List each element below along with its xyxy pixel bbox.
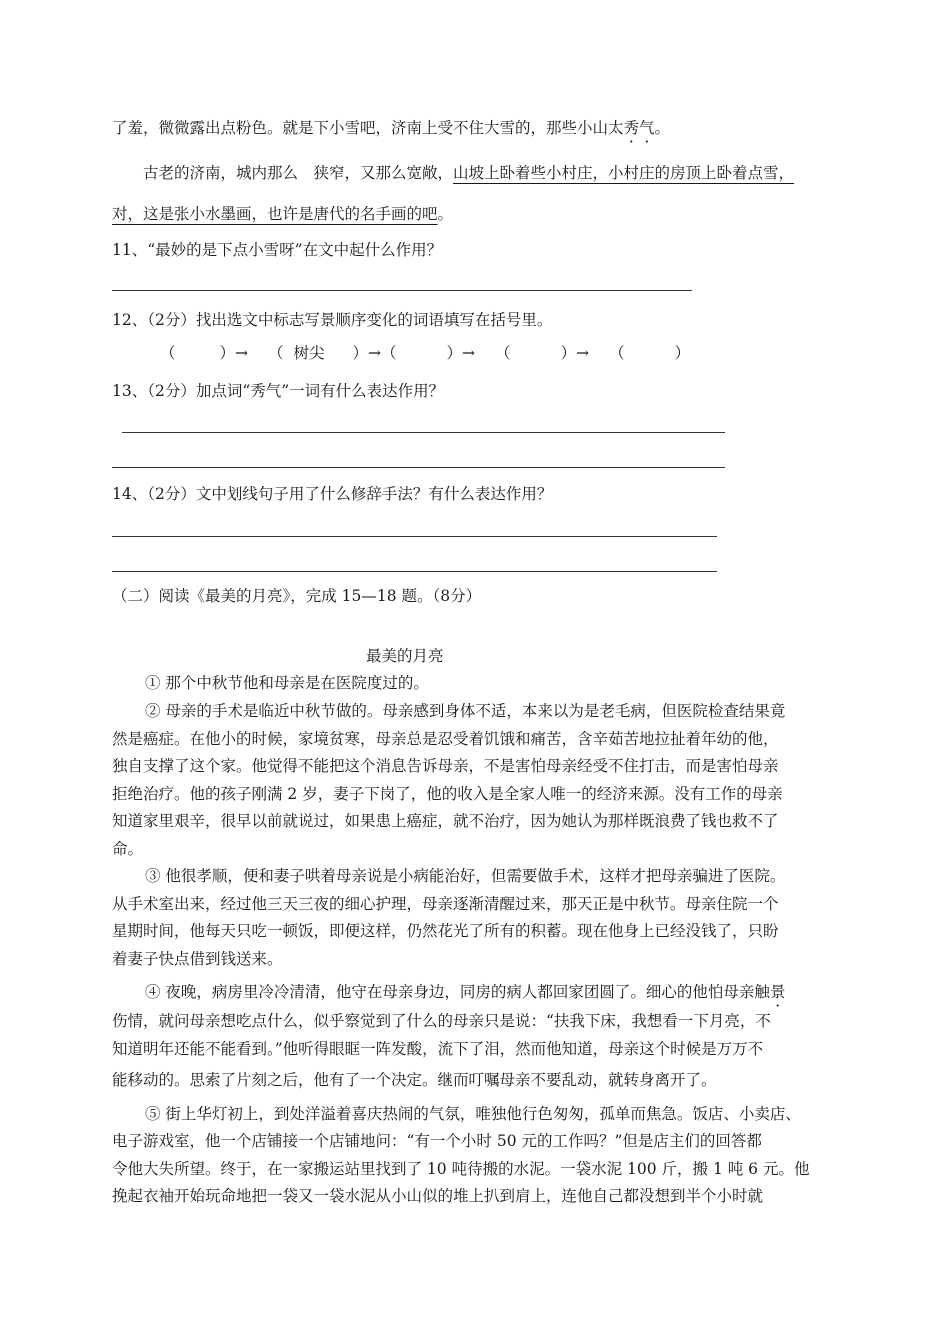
paragraph-2-line: ② 母亲的手术是临近中秋节做的。母亲感到身体不适，本来以为是老毛病，但医院检查结果竟 — [145, 702, 786, 720]
paragraph-5-line: ⑤ 街上华灯初上，到处洋溢着喜庆热闹的气氛，唯独他行色匆匆，孤单而焦急。饭店、小卖店、 — [145, 1105, 801, 1123]
answer-line[interactable] — [112, 536, 717, 537]
paragraph-4-line: 知道明年还能不能看到。”他听得眼眶一阵发酸，流下了泪，然而他知道，母亲这个时候是万万不 — [112, 1040, 764, 1058]
underlined-sentence: 对，这是张小水墨画，也许是唐代的名手画的吧 — [112, 205, 438, 223]
question-12: 12、（2分）找出选文中标志写景顺序变化的词语填写在括号里。 — [112, 311, 553, 329]
emphasis-dot-char: 景 — [769, 983, 786, 1001]
section-heading: （二）阅读《最美的月亮》，完成 15—18 题。（8分） — [112, 587, 482, 605]
question-12-blanks: （ ）→ （ 树尖 ）→（ ）→ （ ）→ （ ） — [160, 344, 691, 362]
paragraph-5-line: 挽起衣袖开始玩命地把一袋又一袋水泥从小山似的堆上扒到肩上，连他自己都没想到半个小时就 — [112, 1187, 764, 1205]
paragraph-3-line: 星期时间，他每天只吃一顿饭，即便这样，仍然花光了所有的积蓄。现在他身上已经没钱了，只盼 — [112, 922, 779, 940]
paragraph-4-line: ④ 夜晚，病房里冷冷清清，他守在母亲身边，同房的病人都回家团圆了。细心的他怕母亲触景 — [145, 983, 786, 1001]
paragraph-1: ① 那个中秋节他和母亲是在医院度过的。 — [145, 674, 429, 692]
question-14: 14、（2分）文中划线句子用了什么修辞手法？有什么表达作用？ — [112, 485, 553, 503]
paragraph-4-line: 伤情，就问母亲想吃点什么，似乎察觉到了什么的母亲只是说：“扶我下床，我想看一下月亮，不 — [112, 1012, 771, 1030]
paragraph-3-line: 从手术室出来，经过他三天三夜的细心护理，母亲逐渐清醒过来，那天正是中秋节。母亲住院一个 — [112, 895, 779, 913]
question-13: 13、（2分）加点词“秀气”一词有什么表达作用？ — [112, 382, 445, 400]
emphasis-dot-char: 气 — [639, 119, 655, 137]
answer-line[interactable] — [112, 467, 725, 468]
passage-line-2: 古老的济南，城内那么 狭窄，又那么宽敞，山坡上卧着些小村庄，小村庄的房顶上卧着点雪， — [143, 164, 795, 182]
paragraph-4-line: 能移动的。思索了片刻之后，他有了一个决定。继而叮嘱母亲不要乱动，就转身离开了。 — [112, 1071, 717, 1089]
paragraph-2-line: 独自支撑了这个家。他觉得不能把这个消息告诉母亲，不是害怕母亲经受不住打击，而是害怕母亲 — [112, 757, 779, 775]
paragraph-3-line: ③ 他很孝顺，便和妻子哄着母亲说是小病能治好，但需要做手术，这样才把母亲骗进了医院。 — [145, 867, 786, 885]
paragraph-2-line: 知道家里艰辛，很早以前就说过，如果患上癌症，就不治疗，因为她认为那样既浪费了钱也救不了 — [112, 812, 779, 830]
article-title: 最美的月亮 — [366, 647, 444, 665]
question-11: 11、“最妙的是下点小雪呀”在文中起什么作用？ — [112, 241, 443, 259]
paragraph-2-line: 命。 — [112, 840, 144, 858]
underlined-sentence: 山坡上卧着些小村庄，小村庄的房顶上卧着点雪， — [453, 164, 795, 182]
paragraph-5-line: 令他大失所望。终于，在一家搬运站里找到了 10 吨待搬的水泥。一袋水泥 100 斤，搬 1 吨 6 元。他 — [112, 1160, 810, 1178]
answer-line[interactable] — [112, 571, 717, 572]
emphasis-dot-char: 秀 — [623, 119, 640, 137]
paragraph-3-line: 着妻子快点借到钱送来。 — [112, 950, 283, 968]
answer-line[interactable] — [122, 432, 725, 433]
answer-line[interactable] — [112, 290, 692, 291]
paragraph-2-line: 拒绝治疗。他的孩子刚满 2 岁，妻子下岗了，他的收入是全家人唯一的经济来源。没有工作的母亲 — [112, 785, 783, 803]
passage-line-3: 对，这是张小水墨画，也许是唐代的名手画的吧。 — [112, 205, 454, 223]
paragraph-2-line: 然是癌症。在他小的时候，家境贫寒，母亲总是忍受着饥饿和痛苦，含辛茹苦地拉扯着年幼的他， — [112, 730, 779, 748]
paragraph-5-line: 电子游戏室，他一个店铺接一个店铺地问：“有一个小时 50 元的工作吗？”但是店主们的回答都 — [112, 1132, 762, 1150]
answer-word: 树尖 — [293, 344, 325, 362]
passage-line-1: 了羞，微微露出点粉色。就是下小雪吧，济南上受不住大雪的，那些小山太秀气。 — [112, 119, 671, 137]
